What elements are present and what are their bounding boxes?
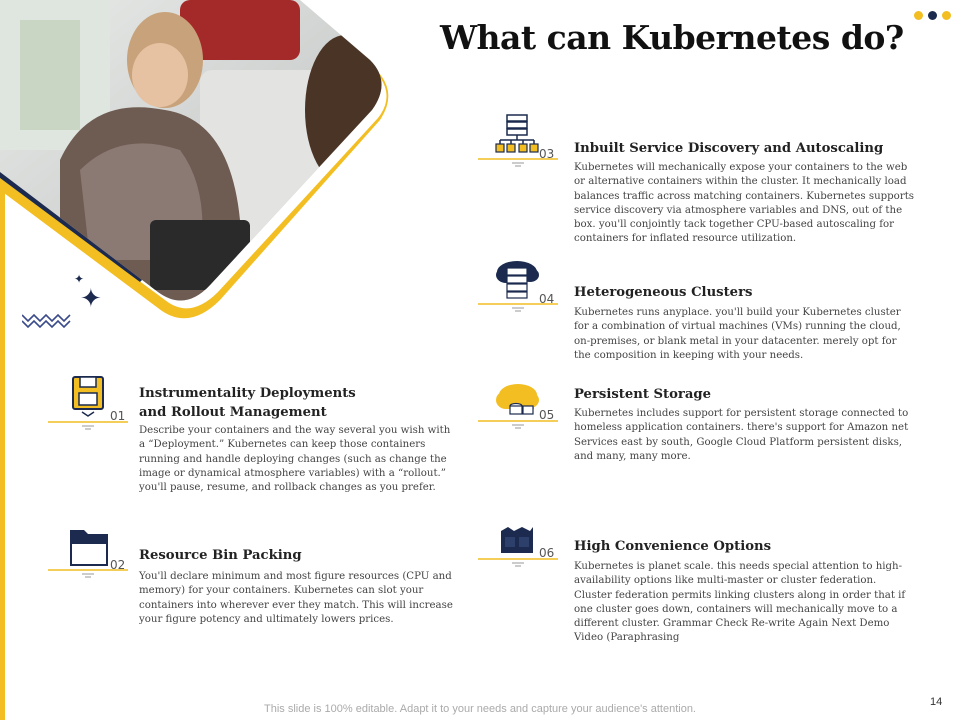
item-body: Kubernetes runs anyplace. you'll build your Kubernetes cluster for a combination of virtual machines (VMs) running the cloud, on-premises, or blank metal in your datacenter. merely opt for the composition in keeping with your needs. [574,307,901,361]
item-heading: Heterogeneous Clusters [574,285,753,300]
network-hierarchy-icon [478,113,558,171]
item-number: 04 [539,292,555,306]
feature-item [478,523,918,653]
page-title: What can Kubernetes do? [440,18,904,57]
item-heading: High Convenience Options [574,539,772,554]
feature-item [478,377,918,472]
floppy-disk-icon [48,374,128,432]
feature-item [478,258,918,368]
item-heading: Resource Bin Packing [139,548,302,563]
item-body: Kubernetes is planet scale. this needs special attention to high-availability options like multi-master or cluster federation. Cluster federation permits linking clusters along in order that if one cluster goes down, containers will mechanically move to a different cluster. Grammar Check Re-write Again Next Demo Video (Paraphrasing [574,561,906,644]
hero-photo [0,0,400,330]
sparkle-small-icon: ✦ [74,272,85,286]
sparkle-large-icon: ✦ [80,284,102,314]
item-body: Describe your containers and the way several you wish with a “Deployment.” Kubernetes can keep those containers running and handle deploying changes (such as change the image or dynamical atmosphere variables) with a “rollout.” you'll pause, resume, and rollback changes as you prefer. [139,425,451,494]
decorative-dots [914,11,951,20]
item-heading: Instrumentality Deployments and Rollout Management [139,386,356,420]
item-heading: Persistent Storage [574,387,712,402]
item-number: 06 [539,546,555,560]
item-body: Kubernetes will mechanically expose your containers to the web or alternative containers within the cluster. It mechanically load balances traffic across matching containers. Kubernetes supports service discovery via atmosphere variables and DNS, out of the box. you'll conjointly tack together CPU-based autoscaling for containers for inflated resource utilization. [574,162,915,245]
footer-note: This slide is 100% editable. Adapt it to your needs and capture your audience's attention. [264,703,696,715]
dot-yellow [914,11,923,20]
feature-item [48,526,458,636]
item-number: 02 [110,558,126,572]
dot-yellow [942,11,951,20]
item-number: 05 [539,408,555,422]
page-number: 14 [930,696,943,708]
feature-item [478,113,918,253]
item-body: Kubernetes includes support for persistent storage connected to homeless application containers. there's support for Amazon net Services east by south, Google Cloud Platform persistent disks, and many, many more. [574,408,909,462]
folder-icon [48,526,128,584]
zigzag-icon [22,310,72,330]
cloud-server-icon [478,258,558,316]
item-number: 03 [539,147,555,161]
dot-navy [928,11,937,20]
feature-item [48,374,458,504]
item-heading: Inbuilt Service Discovery and Autoscaling [574,141,884,156]
item-body: You'll declare minimum and most figure resources (CPU and memory) for your containers. Kubernetes can slot your containers into wherever ever they match. This will increase your figure potency and ultimately lowers prices. [139,571,453,625]
cloud-storage-icon [478,377,558,435]
item-number: 01 [110,409,126,423]
